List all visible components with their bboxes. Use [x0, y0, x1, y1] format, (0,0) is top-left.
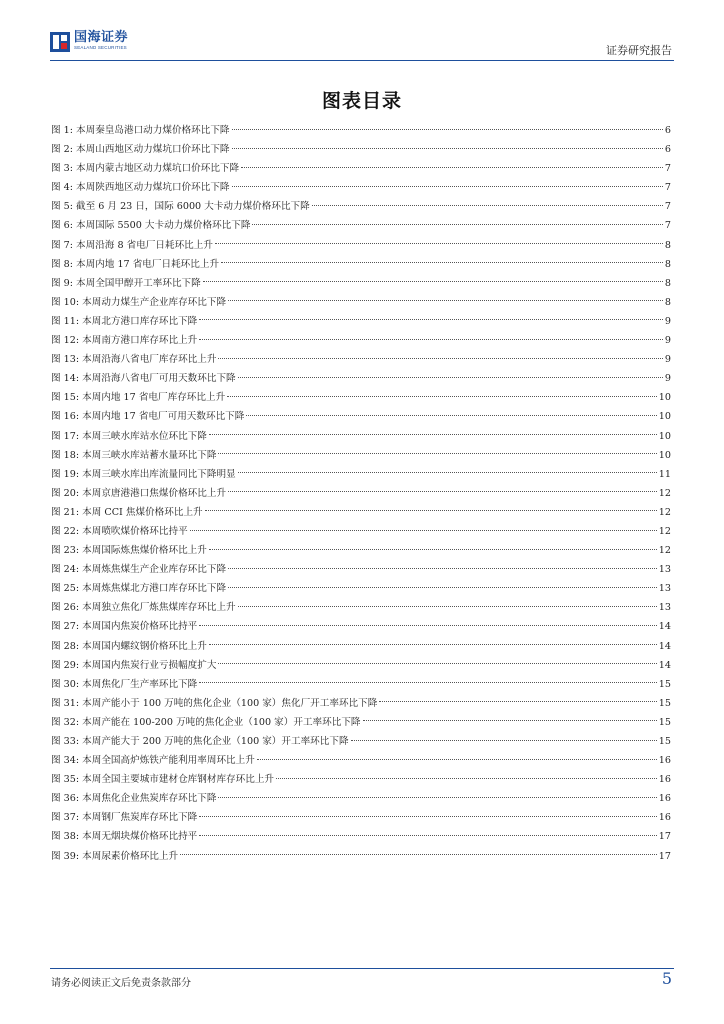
toc-entry-page[interactable]: 12 [658, 525, 671, 537]
toc-entry[interactable] [51, 637, 671, 656]
toc-dot-leader [190, 529, 657, 531]
toc-dot-leader [241, 166, 663, 168]
toc-entry-page[interactable]: 8 [664, 296, 671, 308]
toc-entry[interactable] [51, 465, 671, 484]
toc-dot-leader [228, 567, 657, 569]
page-number: 5 [661, 969, 672, 988]
toc-entry[interactable] [51, 388, 671, 407]
toc-entry[interactable] [51, 369, 671, 388]
toc-dot-leader [218, 796, 656, 798]
toc-entry-label[interactable]: 图 12: 本周南方港口库存环比上升 [51, 335, 198, 347]
toc-entry-page[interactable]: 12 [658, 487, 671, 499]
toc-entry-page[interactable]: 17 [658, 850, 671, 862]
toc-entry-label[interactable]: 图 37: 本周钢厂焦炭库存环比下降 [51, 812, 198, 824]
toc-entry-page[interactable]: 6 [664, 125, 671, 136]
toc-entry-label[interactable]: 图 33: 本周产能大于 200 万吨的焦化企业（100 家）开工率环比下降 [51, 736, 349, 747]
toc-entry-label[interactable]: 图 18: 本周三峡水库站蓄水量环比下降 [51, 449, 217, 461]
toc-entry-page[interactable]: 8 [664, 277, 671, 289]
toc-entry-page[interactable]: 16 [658, 755, 671, 767]
toc-dot-leader [203, 280, 663, 282]
toc-entry-label[interactable]: 图 20: 本周京唐港港口焦煤价格环比上升 [51, 487, 227, 499]
toc-dot-leader [257, 758, 657, 760]
toc-dot-leader [232, 128, 663, 130]
toc-entry-label[interactable]: 图 11: 本周北方港口库存环比下降 [51, 315, 198, 327]
toc-entry[interactable] [51, 847, 671, 866]
toc-entry-label[interactable]: 图 26: 本周独立焦化厂炼焦煤库存环比上升 [51, 602, 236, 614]
toc-entry[interactable] [51, 617, 671, 636]
toc-dot-leader [228, 586, 657, 588]
toc-dot-leader [276, 777, 657, 779]
toc-entry-page[interactable]: 9 [664, 373, 671, 385]
toc-entry[interactable] [51, 178, 671, 197]
toc-entry[interactable] [51, 751, 671, 770]
toc-entry-page[interactable]: 7 [664, 201, 671, 213]
toc-entry[interactable] [51, 331, 671, 350]
toc-entry-label[interactable]: 图 34: 本周全国高炉炼铁产能利用率周环比上升 [51, 755, 255, 767]
toc-entry-page[interactable]: 8 [664, 239, 671, 251]
figure-list [51, 121, 671, 866]
toc-dot-leader [246, 414, 656, 416]
toc-entry-label[interactable]: 图 8: 本周内地 17 省电厂日耗环比上升 [51, 258, 220, 270]
toc-entry-page[interactable]: 14 [658, 640, 671, 652]
toc-dot-leader [199, 834, 657, 836]
toc-entry-page[interactable]: 7 [664, 220, 671, 232]
toc-entry[interactable] [51, 216, 671, 235]
toc-entry-page[interactable]: 15 [658, 678, 671, 690]
toc-entry-page[interactable]: 15 [658, 736, 671, 747]
toc-entry[interactable] [51, 579, 671, 598]
toc-dot-leader [363, 719, 657, 721]
page-header [50, 26, 674, 60]
report-type: 证券研究报告 [606, 44, 672, 57]
toc-entry[interactable] [51, 140, 671, 159]
toc-entry[interactable] [51, 236, 671, 255]
toc-entry-label[interactable]: 图 23: 本周国际炼焦煤价格环比上升 [51, 545, 207, 557]
toc-entry[interactable] [51, 560, 671, 579]
toc-entry-page[interactable]: 13 [658, 564, 671, 576]
toc-entry[interactable] [51, 598, 671, 617]
toc-entry-label[interactable]: 图 24: 本周炼焦煤生产企业库存环比下降 [51, 564, 227, 576]
toc-entry[interactable] [51, 694, 671, 713]
toc-dot-leader [218, 662, 656, 664]
toc-dot-leader [218, 357, 662, 359]
logo-icon [50, 32, 70, 52]
toc-entry-label[interactable]: 图 30: 本周焦化厂生产率环比下降 [51, 678, 198, 690]
toc-entry[interactable] [51, 770, 671, 789]
toc-dot-leader [379, 700, 656, 702]
toc-entry-label[interactable]: 图 21: 本周 CCI 焦煤价格环比上升 [51, 506, 203, 518]
toc-entry[interactable] [51, 427, 671, 446]
toc-entry-label[interactable]: 图 2: 本周山西地区动力煤坑口价环比下降 [51, 144, 230, 156]
toc-entry[interactable] [51, 350, 671, 369]
toc-dot-leader [232, 147, 663, 149]
logo-text-cn: 国海证券 [74, 30, 129, 45]
toc-entry-label[interactable]: 图 6: 本周国际 5500 大卡动力煤价格环比下降 [51, 220, 251, 232]
toc-entry-page[interactable]: 13 [658, 583, 671, 595]
toc-entry[interactable] [51, 827, 671, 846]
toc-entry-label[interactable]: 图 4: 本周陕西地区动力煤坑口价环比下降 [51, 182, 230, 194]
footer-divider [50, 968, 674, 969]
toc-entry-label[interactable]: 图 25: 本周炼焦煤北方港口库存环比下降 [51, 583, 227, 595]
toc-entry-page[interactable]: 13 [658, 602, 671, 614]
toc-entry[interactable] [51, 541, 671, 560]
toc-entry[interactable] [51, 197, 671, 216]
toc-entry-label[interactable]: 图 10: 本周动力煤生产企业库存环比下降 [51, 296, 227, 308]
toc-entry-label[interactable]: 图 16: 本周内地 17 省电厂可用天数环比下降 [51, 411, 245, 423]
toc-entry-label[interactable]: 图 17: 本周三峡水库站水位环比下降 [51, 430, 207, 442]
toc-entry-label[interactable]: 图 29: 本周国内焦炭行业亏损幅度扩大 [51, 659, 217, 671]
toc-entry[interactable] [51, 732, 671, 751]
toc-entry-page[interactable]: 9 [664, 315, 671, 327]
toc-entry-page[interactable]: 9 [664, 335, 671, 347]
toc-entry[interactable] [51, 484, 671, 503]
toc-entry[interactable] [51, 713, 671, 732]
toc-dot-leader [232, 185, 663, 187]
toc-entry-page[interactable]: 7 [664, 182, 671, 194]
toc-entry-page[interactable]: 14 [658, 659, 671, 671]
toc-entry-label[interactable]: 图 22: 本周喷吹煤价格环比持平 [51, 525, 188, 537]
header-divider [50, 60, 674, 61]
toc-entry[interactable] [51, 675, 671, 694]
toc-entry-page[interactable]: 12 [658, 506, 671, 518]
toc-dot-leader [312, 204, 663, 206]
toc-entry[interactable] [51, 446, 671, 465]
toc-dot-leader [209, 548, 657, 550]
toc-entry-page[interactable]: 16 [658, 812, 671, 824]
toc-entry-page[interactable]: 15 [658, 697, 671, 709]
toc-entry-page[interactable]: 10 [658, 449, 671, 461]
toc-dot-leader [351, 739, 657, 741]
toc-dot-leader [199, 681, 657, 683]
toc-entry-label[interactable]: 图 27: 本周国内焦炭价格环比持平 [51, 621, 198, 633]
toc-entry-label[interactable]: 图 1: 本周秦皇岛港口动力煤价格环比下降 [51, 125, 230, 136]
toc-entry-page[interactable]: 15 [658, 716, 671, 728]
toc-entry-page[interactable]: 11 [658, 468, 671, 480]
toc-entry[interactable] [51, 255, 671, 274]
toc-entry-label[interactable]: 图 38: 本周无烟块煤价格环比持平 [51, 831, 198, 843]
toc-entry-page[interactable]: 8 [664, 258, 671, 270]
toc-entry[interactable] [51, 293, 671, 312]
toc-entry-label[interactable]: 图 9: 本周全国甲醇开工率环比下降 [51, 277, 201, 289]
toc-entry-label[interactable]: 图 31: 本周产能小于 100 万吨的焦化企业（100 家）焦化厂开工率环比下降 [51, 697, 378, 709]
toc-dot-leader [221, 261, 663, 263]
toc-dot-leader [199, 624, 657, 626]
toc-entry-page[interactable]: 16 [658, 793, 671, 805]
toc-dot-leader [238, 376, 663, 378]
toc-entry-label[interactable]: 图 36: 本周焦化企业焦炭库存环比下降 [51, 793, 217, 805]
logo-text-en: SEALAND SECURITIES [74, 45, 127, 50]
toc-entry-page[interactable]: 7 [664, 163, 671, 175]
toc-entry-page[interactable]: 6 [664, 144, 671, 156]
toc-entry-page[interactable]: 10 [658, 430, 671, 442]
toc-dot-leader [199, 815, 657, 817]
toc-dot-leader [209, 433, 657, 435]
toc-entry-page[interactable]: 16 [658, 774, 671, 786]
toc-entry[interactable] [51, 789, 671, 808]
toc-dot-leader [227, 395, 657, 397]
toc-entry-label[interactable]: 图 35: 本周全国主要城市建材仓库钢材库存环比上升 [51, 774, 275, 786]
toc-dot-leader [252, 223, 662, 225]
toc-dot-leader [209, 643, 657, 645]
toc-dot-leader [199, 338, 663, 340]
toc-entry[interactable] [51, 274, 671, 293]
toc-entry-label[interactable]: 图 19: 本周三峡水库出库流量同比下降明显 [51, 468, 236, 480]
toc-entry-page[interactable]: 9 [664, 354, 671, 366]
toc-dot-leader [199, 318, 663, 320]
toc-dot-leader [218, 452, 656, 454]
toc-dot-leader [238, 605, 657, 607]
toc-entry-label[interactable]: 图 14: 本周沿海八省电厂可用天数环比下降 [51, 373, 236, 385]
toc-dot-leader [215, 242, 663, 244]
company-logo [50, 30, 128, 54]
toc-entry[interactable] [51, 522, 671, 541]
toc-entry-page[interactable]: 14 [658, 621, 671, 633]
toc-entry-page[interactable]: 10 [658, 411, 671, 423]
toc-entry[interactable] [51, 121, 671, 140]
toc-entry-page[interactable]: 17 [658, 831, 671, 843]
toc-entry[interactable] [51, 808, 671, 827]
toc-dot-leader [238, 471, 657, 473]
toc-entry-label[interactable]: 图 28: 本周国内螺纹钢价格环比上升 [51, 640, 207, 652]
page-title: 图表目录 [321, 90, 402, 112]
toc-entry[interactable] [51, 159, 671, 178]
footer-disclaimer: 请务必阅读正文后免责条款部分 [51, 978, 191, 989]
toc-entry[interactable] [51, 312, 671, 331]
toc-dot-leader [228, 490, 657, 492]
toc-entry-label[interactable]: 图 3: 本周内蒙古地区动力煤坑口价环比下降 [51, 163, 240, 175]
toc-entry-label[interactable]: 图 13: 本周沿海八省电厂库存环比上升 [51, 354, 217, 366]
toc-dot-leader [180, 853, 657, 855]
toc-entry[interactable] [51, 503, 671, 522]
toc-entry-label[interactable]: 图 15: 本周内地 17 省电厂库存环比上升 [51, 392, 226, 404]
toc-dot-leader [228, 299, 663, 301]
toc-entry-label[interactable]: 图 32: 本周产能在 100-200 万吨的焦化企业（100 家）开工率环比下降 [51, 716, 361, 728]
toc-entry[interactable] [51, 407, 671, 426]
toc-entry-page[interactable]: 10 [658, 392, 671, 404]
toc-entry[interactable] [51, 656, 671, 675]
toc-dot-leader [205, 509, 657, 511]
toc-entry-page[interactable]: 12 [658, 545, 671, 557]
toc-entry-label[interactable]: 图 7: 本周沿海 8 省电厂日耗环比上升 [51, 239, 213, 251]
toc-entry-label[interactable]: 图 5: 截至 6 月 23 日，国际 6000 大卡动力煤价格环比下降 [51, 201, 310, 213]
toc-entry-label[interactable]: 图 39: 本周尿素价格环比上升 [51, 850, 179, 862]
